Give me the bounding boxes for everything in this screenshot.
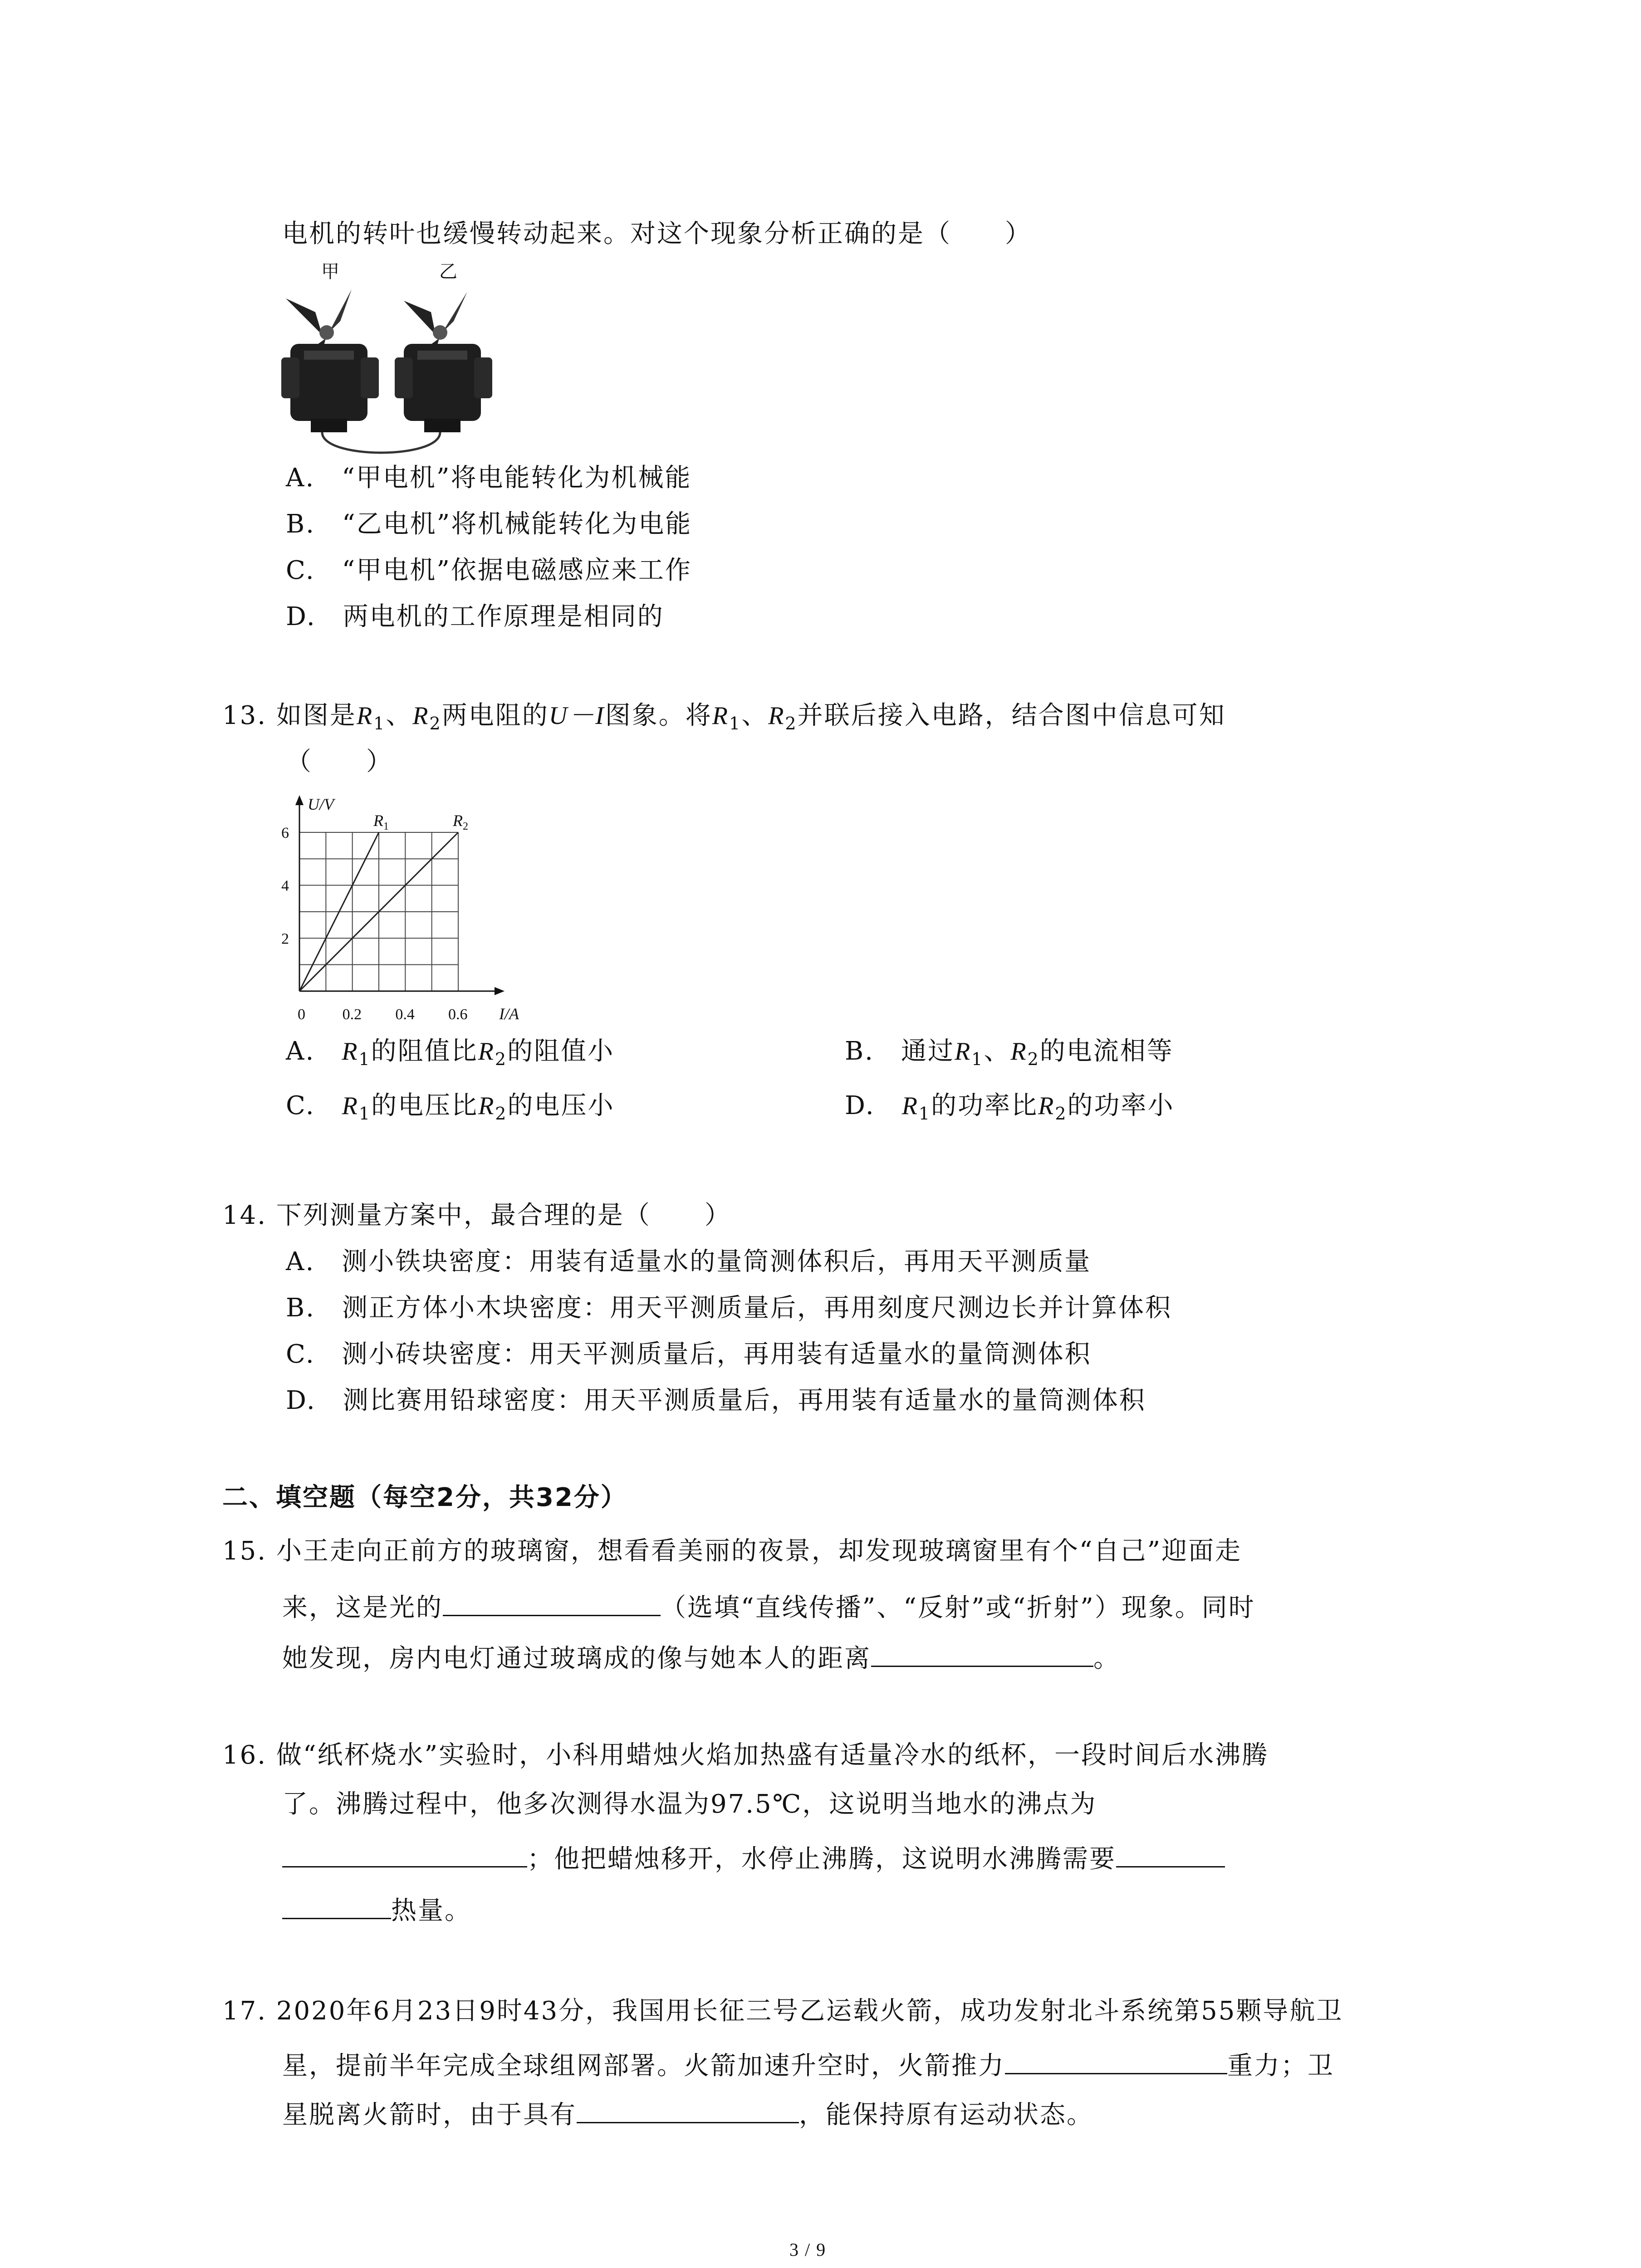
x-tick-label: 0.2: [342, 1006, 362, 1023]
q16-blank-1[interactable]: [282, 1839, 527, 1867]
q17-line2: 星，提前半年完成全球组网部署。火箭加速升空时，火箭推力 重力；卫: [282, 2046, 1334, 2084]
q17-blank-1[interactable]: [1005, 2046, 1227, 2074]
label-jia: 甲: [321, 261, 339, 282]
q16-line4: 热量。: [282, 1891, 471, 1929]
q17-blank-2[interactable]: [577, 2095, 799, 2123]
q14-option-d: D. 测比赛用铅球密度：用天平测质量后，再用装有适量水的量筒测体积: [286, 1386, 1146, 1415]
q16-blank-2a[interactable]: [1116, 1839, 1225, 1867]
connecting-wire: [322, 432, 440, 453]
q14-stem: 14. 下列测量方案中，最合理的是（ ）: [222, 1201, 731, 1230]
q13-paren: （ ）: [286, 747, 393, 777]
x-axis-arrow: [495, 987, 505, 995]
q12-option-d: D. 两电机的工作原理是相同的: [286, 602, 664, 631]
y-tick-label: 4: [281, 877, 289, 894]
q13-option-b: B. 通过$R_1$、$R_2$的电流相等: [845, 1036, 1174, 1069]
x-tick-label: 0.4: [395, 1006, 415, 1023]
label-yi: 乙: [439, 261, 457, 282]
q15-line1: 15. 小王走向正前方的玻璃窗，想看看美丽的夜景，却发现玻璃窗里有个“自己”迎面走: [222, 1536, 1242, 1566]
q13-option-a: A. $R_1$的阻值比$R_2$的阻值小: [286, 1036, 615, 1069]
q15-line3: 她发现，房内电灯通过玻璃成的像与她本人的距离 。: [282, 1638, 1120, 1677]
q14-option-a: A. 测小铁块密度：用装有适量水的量筒测体积后，再用天平测质量: [286, 1247, 1092, 1276]
q17-line1: 17. 2020年6月23日9时43分，我国用长征三号乙运载火箭，成功发射北斗系统第55颗导航卫: [222, 1996, 1343, 2026]
motors-figure: [272, 258, 508, 462]
motor-jia-icon: [281, 289, 379, 432]
q17-line3: 星脱离火箭时，由于具有 ，能保持原有运动状态。: [282, 2095, 1093, 2133]
series-label-r1: $R_1$: [373, 811, 389, 832]
motor-yi-icon: [395, 292, 492, 432]
q13-option-c: C. $R_1$的电压比$R_2$的电压小: [286, 1091, 615, 1124]
section-heading: 二、填空题（每空2分，共32分）: [222, 1483, 627, 1512]
q13-option-d: D. $R_1$的功率比$R_2$的功率小: [845, 1091, 1175, 1124]
q15-blank-1[interactable]: [443, 1588, 661, 1616]
q16-line3: ；他把蜡烛移开，水停止沸腾，这说明水沸腾需要: [282, 1839, 1225, 1877]
q12-stem: 电机的转叶也缓慢转动起来。对这个现象分析正确的是（ ）: [282, 219, 1032, 249]
q16-blank-2b[interactable]: [282, 1891, 391, 1919]
q14-option-c: C. 测小砖块密度：用天平测质量后，再用装有适量水的量筒测体积: [286, 1339, 1092, 1369]
y-tick-label: 6: [281, 825, 289, 841]
x-tick-label: 0: [298, 1006, 305, 1023]
q13-stem: 13. 如图是$R_1$、$R_2$两电阻的U－I图象。将$R_1$、$R_2$并联后接入电路，结合图中信息可知: [222, 701, 1226, 733]
q12-option-c: C. “甲电机”依据电磁感应来工作: [286, 556, 692, 585]
q16-line2: 了。沸腾过程中，他多次测得水温为97.5℃，这说明当地水的沸点为: [282, 1789, 1097, 1819]
page-number: 3 / 9: [789, 2239, 827, 2260]
ui-chart: [268, 792, 531, 1036]
x-tick-label: 0.6: [448, 1006, 468, 1023]
series-label-r2: $R_2$: [453, 811, 468, 832]
q14-option-b: B. 测正方体小木块密度：用天平测质量后，再用刻度尺测边长并计算体积: [286, 1293, 1172, 1323]
y-tick-label: 2: [281, 930, 289, 948]
q16-line1: 16. 做“纸杯烧水”实验时，小科用蜡烛火焰加热盛有适量冷水的纸杯，一段时间后水沸腾: [222, 1740, 1269, 1770]
y-axis-label: U/V: [308, 795, 334, 813]
x-axis-label: I/A: [499, 1005, 519, 1023]
y-axis-arrow: [295, 795, 304, 805]
q12-option-b: B. “乙电机”将机械能转化为电能: [286, 509, 692, 539]
q15-blank-2[interactable]: [871, 1638, 1093, 1667]
q12-option-a: A. “甲电机”将电能转化为机械能: [286, 463, 692, 493]
q15-line2: 来，这是光的 （选填“直线传播”、“反射”或“折射”）现象。同时: [282, 1588, 1255, 1626]
